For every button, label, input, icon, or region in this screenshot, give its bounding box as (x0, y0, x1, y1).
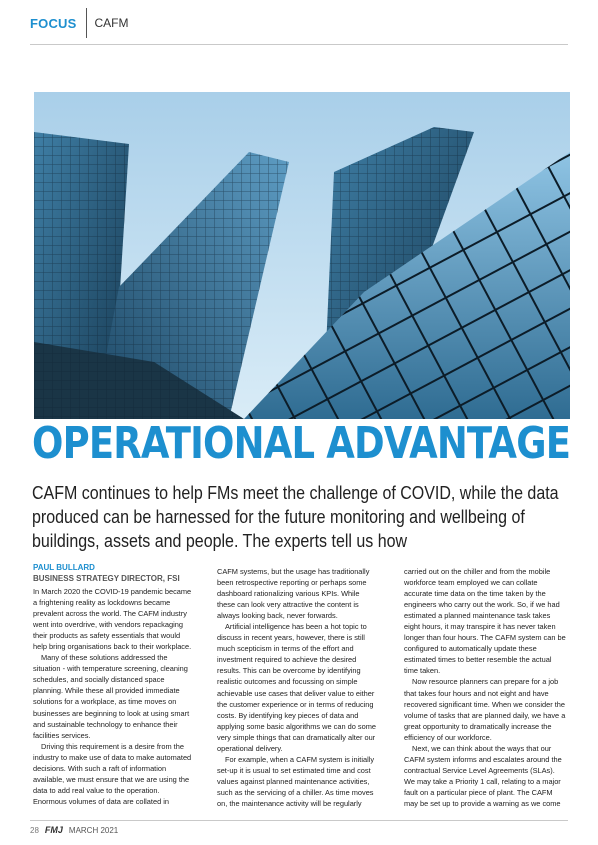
article-column-2 (217, 566, 379, 809)
paragraph: Artificial intelligence has been a hot topic to discuss in recent years, however, there is still much scepticism in terms of the effort and investment required to achieve the desired results. This can be overcome by identifying realistic outcomes and focussing on simple achievable use cases that deliver value to either the customer experience or in terms of reducing costs. By identifying key pieces of data and applying some basic algorithms we can do some very simple things that can dramatically alter our operational delivery. (217, 622, 376, 753)
issue-date: MARCH 2021 (68, 825, 119, 835)
paragraph: Now resource planners can prepare for a job that takes four hours and not eight and have recovered significant time. When we consider the volume of tasks that are planned daily, we have a great opportunity to dramatically increase the efficiency of our workforce. (404, 677, 566, 742)
footer-rule (30, 820, 568, 821)
paragraph: carried out on the chiller and from the mobile workforce team employed we can collate accurate time data on the time taken by the engineers who carry out the work. So, if we had estimated a planned maintenance task takes eight hours, it may transpire it has never taken longer than four hours. The CAFM system can be configured to automatically update these estimated times to better resemble the actual time taken. (404, 567, 566, 676)
section-kicker: FOCUS (30, 15, 77, 31)
paragraph: In March 2020 the COVID-19 pandemic became a frightening reality as lockdowns became prevalent across the world. The CAFM industry went into overdrive, with vendors repackaging their products as safety essentials that would help bring organisations back to their workplace. (33, 587, 192, 652)
paragraph: For example, when a CAFM system is initially set-up it is usual to set estimated time and cost values against planned maintenance activities, such as the servicing of a chiller. As time moves on, the maintenance activity will be regularly (217, 754, 375, 808)
section-name: CAFM (94, 16, 129, 30)
headline: OPERATIONAL ADVANTAGE (32, 418, 571, 469)
paragraph: Driving this requirement is a desire from the industry to make use of data to make automated decisions. With such a raft of information available, we must ensure that we are using the data to add real value to the operation. Enormous volumes of data are collated in (33, 741, 192, 806)
hero-photo (34, 92, 570, 419)
page-footer (30, 825, 118, 835)
page-number: 28 (30, 825, 39, 835)
author-name: PAUL BULLARD (33, 563, 95, 572)
header-divider (86, 8, 87, 38)
page-header (30, 12, 129, 34)
header-rule (30, 44, 568, 45)
article-column-1 (33, 563, 195, 807)
paragraph: CAFM systems, but the usage has traditionally been retrospective reporting or perhaps some dashboard rationalizing various KPIs. While these can look very attractive the content is always looking back, never forwards. (217, 567, 370, 621)
paragraph: Many of these solutions addressed the situation - with temperature screening, cleaning schedules, and socially distanced space planning. While these all provided immediate solutions for a workplace, as time moves on businesses are beginning to look at using smart and sustainable technology to enhance their facilities services. (33, 653, 190, 740)
publication-logo: FMJ (44, 825, 63, 835)
paragraph: Next, we can think about the ways that our CAFM system informs and escalates around the contractual Service Level Agreements (SLAs). We may take a Priority 1 call, relating to a major fault on a particular piece of plant. The CAFM may be set up to provide a warning as we come (404, 743, 562, 808)
author-role: BUSINESS STRATEGY DIRECTOR, FSI (33, 574, 180, 583)
standfirst: CAFM continues to help FMs meet the challenge of COVID, while the data produced can be harnessed for the future monitoring and wellbeing of buildings, assets and people. The experts tell us how (32, 482, 559, 551)
article-column-3 (404, 566, 566, 809)
